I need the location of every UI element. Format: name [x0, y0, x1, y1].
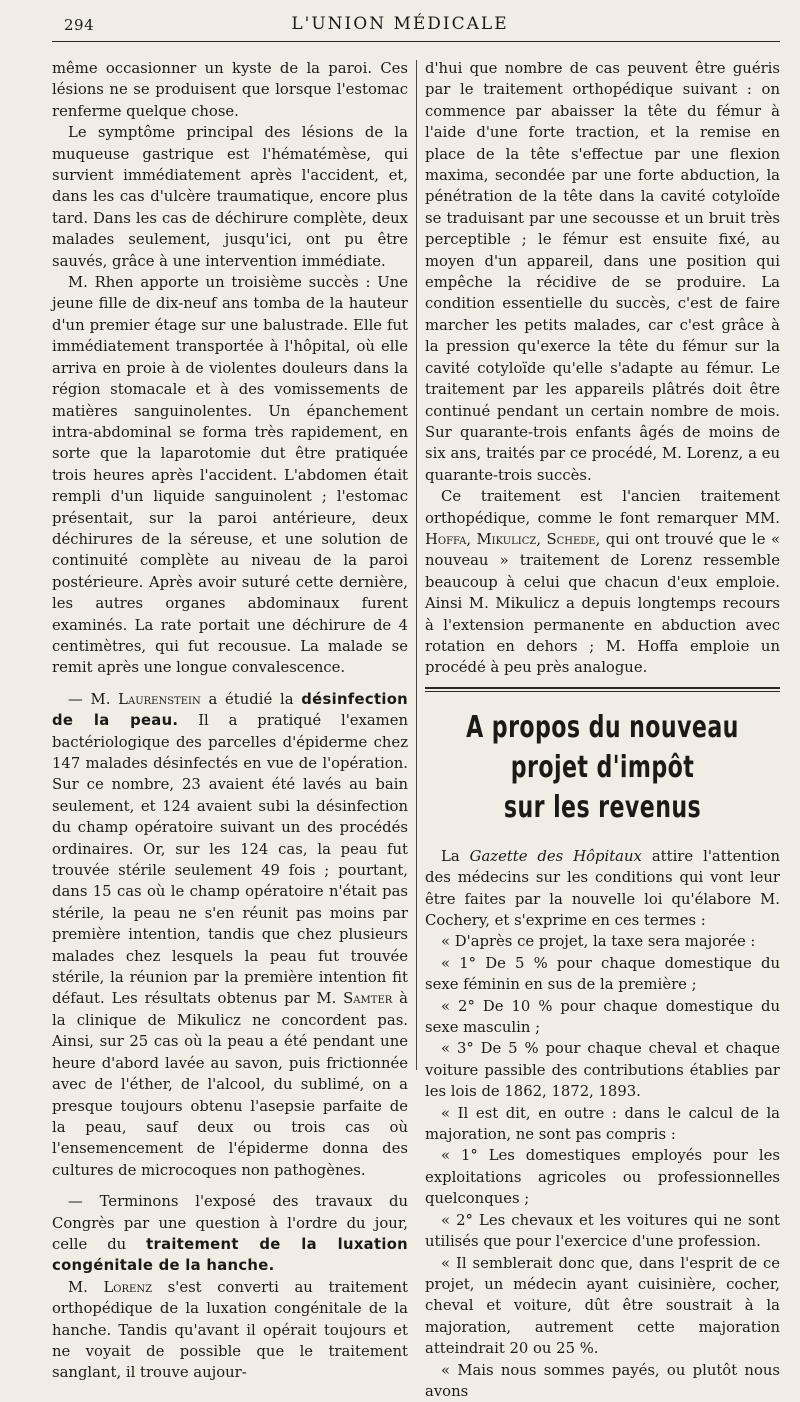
page-header — [0, 14, 800, 38]
page-number: 294 — [64, 16, 95, 34]
author-names: Hoffa, Mikulicz, Schede, — [425, 530, 601, 548]
paragraph — [425, 486, 780, 679]
header-rule — [52, 41, 780, 42]
text-run: s'est converti au traitement orthopédique de la luxation congénitale de la hanche. Tandis qu'avant il opérait toujours et ne voyait de possible que le traitement sanglant, il trouve aujour- — [52, 1278, 408, 1382]
topic-heading: désinfection de la peau. — [52, 690, 408, 730]
text-run: Il a pratiqué l'examen bactériologique des parcelles d'épiderme chez 147 malades désinfectés en vue de l'opération. Sur ce nombre, 23 avaient été lavés au bain seulement, et 124 avaient subi la désinfection du champ opératoire suivant un des procédés ordinaires. Or, sur les 124 cas, la peau fut trouvée stérile seulement 49 fois ; pourtant, dans 15 cas où le champ opératoire n'était pas stérile, la peau ne s'en réunit pas moins par première intention, tandis que chez plusieurs malades chez lesquels la peau fut trouvée stérile, la réunion par la première intention fit défaut. Les résultats obtenus par M. — [52, 712, 409, 1008]
text-run: — M. — [68, 690, 119, 708]
paragraph — [52, 689, 408, 1181]
text-run: à la clinique de Mikulicz ne concordent pas. Ainsi, sur 25 cas où la peau a été pendant une heure d'abord lavée au savon, puis frictionnée avec de l'éther, de l'alcool, du sublimé, on a presque toujours obtenu l'asepsie parfaite de la peau, sauf deux ou trois cas où l'ensemencement de l'épiderme donna des cultures de microcoques non pathogènes. — [52, 990, 408, 1179]
topic-heading: traitement de la luxation congénitale de la hanche. — [52, 1235, 408, 1275]
text-run: La — [441, 847, 470, 865]
paragraph: « 1° Les domestiques employés pour les exploitations agricoles ou professionnelles quelconques ; — [425, 1147, 780, 1208]
paragraph: « 2° De 10 % pour chaque domestique du sexe masculin ; — [425, 997, 780, 1037]
running-title: L'UNION MÉDICALE — [291, 14, 509, 34]
left-column — [52, 58, 408, 1384]
text-run: qui ont trouvé que le « nouveau » traitement de Lorenz ressemble beaucoup à celui que chacun d'eux emploie. Ainsi M. Mikulicz a depuis longtemps recours à l'extension permanente en abduction avec rotation en dehors ; M. Hoffa emploie un procédé à peu près analogue. — [425, 530, 781, 677]
section-rule — [425, 691, 780, 692]
paragraph: « Il semblerait donc que, dans l'esprit de ce projet, un médecin ayant cuisinière, cocher, cheval et voiture, dût être soustrait à la majoration, autrement cette majoration atteindrait 20 ou 25 %. — [425, 1254, 780, 1358]
author-name: Laurenstein — [118, 690, 201, 708]
text-run: Ce traitement est l'ancien traitement orthopédique, comme le font remarquer MM. — [425, 488, 780, 527]
journal-name: Gazette des Hôpitaux — [469, 847, 642, 865]
paragraph: même occasionner un kyste de la paroi. Ces lésions ne se produisent que lorsque l'estomac renferme quelque chose. — [52, 60, 408, 120]
paragraph: d'hui que nombre de cas peuvent être guéris par le traitement orthopédique suivant : on commence par abaisser la tête du fémur à l'aide d'une forte traction, et la remise en place de la tête s'effectue par une flexion maxima, secondée par une forte abduction, la pénétration de la tête dans la cavité cotyloïde se traduisant par une secousse et un bruit très perceptible ; le fémur est ensuite fixé, au moyen d'un appareil, dans une position qui empêche la récidive de se produire. La condition essentielle du succès, c'est de faire marcher les petits malades, car c'est grâce à la pression qu'exerce la tête du fémur sur la cavité cotyloïde qu'elle s'adapte au fémur. Le traitement par les appareils plâtrés doit être continué pendant un certain nombre de mois. Sur quarante-trois enfants âgés de moins de six ans, traités par ce procédé, M. Lorenz, a eu quarante-trois succès. — [425, 60, 780, 484]
column-divider — [416, 60, 417, 1070]
text-run: — Terminons l'exposé des travaux du Congrès par une question à l'ordre du jour, celle du — [52, 1193, 408, 1253]
paragraph: M. Rhen apporte un troisième succès : Une jeune fille de dix-neuf ans tomba de la hauteur d'un premier étage sur une balustrade. Elle fut immédiatement transportée à l'hôpital, où elle arriva en proie à de violentes douleurs dans la région stomacale et à des vomissements de matières sanguinolentes. Un épanchement intra-abdominal se forma très rapidement, en sorte que la laparotomie dut être pratiquée trois heures après l'accident. L'abdomen était rempli d'un liquide sanguinolent ; l'estomac présentait, sur la paroi antérieure, deux déchirures de la séreuse, et une solution de continuité complète au niveau de la paroi postérieure. Après avoir suturé cette dernière, les autres organes abdominaux furent examinés. La rate portait une déchirure de 4 centimètres, qui fut recousue. La malade se remit après une longue convalescence. — [52, 274, 408, 677]
paragraph — [52, 1191, 408, 1277]
paragraph: Le symptôme principal des lésions de la muqueuse gastrique est l'hématémèse, qui survient immédiatement après l'accident, et, dans les cas d'ulcère traumatique, encore plus tard. Dans les cas de déchirure complète, deux malades seulement, jusqu'ici, ont pu être sauvés, grâce à une intervention immédiate. — [52, 124, 408, 270]
author-name: Lorenz — [103, 1278, 153, 1296]
paragraph: « D'après ce projet, la taxe sera majorée : — [441, 933, 756, 951]
author-name: Samter — [343, 990, 393, 1008]
article-title-line: sur les revenus — [503, 789, 702, 825]
paragraph — [425, 846, 780, 932]
paragraph — [52, 1277, 408, 1384]
paragraph: « Il est dit, en outre : dans le calcul de la majoration, ne sont pas compris : — [425, 1104, 780, 1144]
text-run: a étudié la — [200, 690, 302, 708]
text-run: attire l'attention des médecins sur les conditions qui vont leur être faites par la nouvelle loi qu'élabore M. Cochery, et s'exprime en ces termes : — [425, 847, 781, 929]
paragraph: « 3° De 5 % pour chaque cheval et chaque voiture passible des contributions établies par les lois de 1862, 1872, 1893. — [425, 1040, 780, 1101]
section-rule — [425, 687, 780, 689]
right-column — [425, 58, 780, 1402]
paragraph: « Mais nous sommes payés, ou plutôt nous avons — [425, 1361, 780, 1400]
text-run: M. — [68, 1278, 104, 1296]
article-body — [425, 846, 780, 1402]
article-title-line: A propos du nouveau projet d'impôt — [466, 709, 739, 785]
paragraph: « 1° De 5 % pour chaque domestique du sexe féminin en sus de la première ; — [425, 954, 780, 994]
paragraph: « 2° Les chevaux et les voitures qui ne sont utilisés que pour l'exercice d'une profession. — [425, 1211, 780, 1251]
article-title — [457, 708, 748, 828]
